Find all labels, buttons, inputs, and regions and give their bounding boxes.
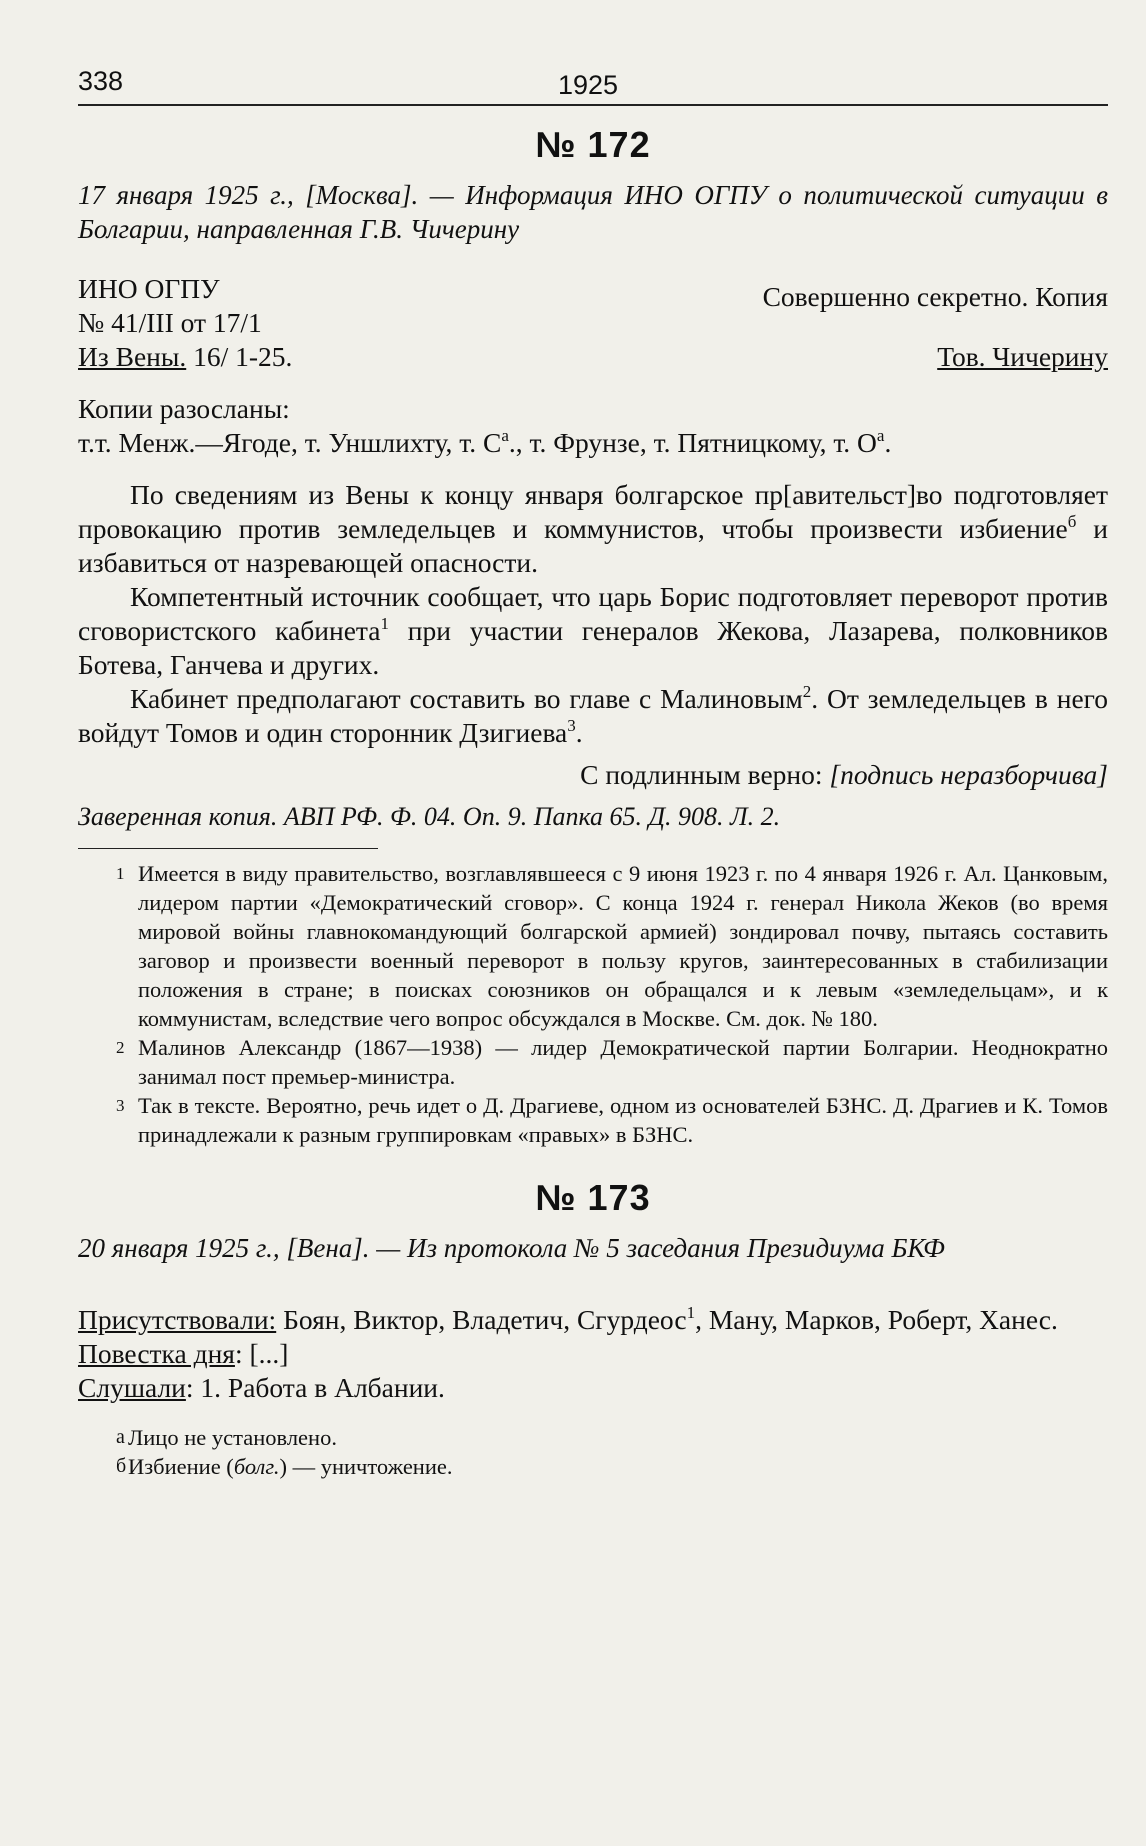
doc-172-meta: [78, 272, 1108, 392]
letter-note-a: а Лицо не установлено.: [116, 1425, 337, 1450]
classification: Совершенно секретно. Копия: [762, 281, 1108, 312]
running-year: 1925: [558, 70, 619, 100]
letter-note-b: б Избиение (болг.) — уничтожение.: [116, 1454, 453, 1479]
sender-from: Из Вены.: [78, 341, 187, 372]
copies-list: т.т. Менж.—Ягоде, т. Уншлихту, т. $С^а$., т. Фрунзе, т. Пятницкому, т. $О^а$.: [78, 426, 892, 458]
heard-line: Слушали: 1. Работа в Албании.: [78, 1372, 445, 1403]
addressee: Тов. Чичерину: [937, 341, 1108, 372]
agenda-line: Повестка дня: [...]: [78, 1338, 289, 1369]
signature-note: [подпись неразборчива]: [829, 759, 1108, 790]
sender-block: [78, 272, 292, 374]
doc-173-number: № 173: [535, 1177, 651, 1218]
recipient-block: [763, 272, 1108, 374]
sender-date: 16/ 1-25.: [186, 341, 293, 372]
sender-line-1: ИНО ОГПУ: [78, 273, 220, 304]
footnote-2: 2 Малинов Александр (1867—1938) — лидер Демократической партии Болгарии. Неоднократно занимал пост премьер-министра.: [116, 1035, 1108, 1089]
present-line: Присутствовали: Боян, Виктор, Владетич, Сгурдеос$^1$, Ману, Марков, Роберт, Ханес.: [78, 1303, 1058, 1335]
certification: С подлинным верно: [подпись неразборчива]: [580, 759, 1108, 790]
footnote-3: 3 Так в тексте. Вероятно, речь идет о Д. Драгиеве, одном из основателей БЗНС. Д. Драгиев и К. Томов принадлежали к разным группировкам «правых» в БЗНС.: [116, 1093, 1108, 1147]
archive-source: Заверенная копия. АВП РФ. Ф. 04. Оп. 9. Папка 65. Д. 908. Л. 2.: [78, 802, 781, 831]
paragraph-2: Компетентный источник сообщает, что царь Борис подготовляет переворот против сговористского кабинета$^1$ при участии генералов Жекова, Лазарева, полковников Ботева, Ганчева и других.: [78, 581, 1109, 680]
document-page: [78, 60, 1108, 1481]
running-header: [78, 60, 1108, 106]
sender-line-3: [78, 340, 292, 374]
doc-173-title: 20 января 1925 г., [Вена]. — Из протокола № 5 заседания Президиума БКФ: [78, 1233, 945, 1263]
paragraph-1: По сведениям из Вены к концу января болгарское пр[авительст]во подготовляет провокацию против земледельцев и коммунистов, чтобы произвести избиение$^б$ и избавиться от назревающей опасности.: [78, 479, 1108, 578]
footnote-rule: [78, 848, 378, 849]
copies-label: Копии разосланы:: [78, 393, 290, 424]
doc-172-number: № 172: [535, 124, 651, 165]
paragraph-3: Кабинет предполагают составить во главе с Малиновым$^2$. От земледельцев в него войдут Томов и один сторонник Дзигиева$^3$.: [78, 682, 1108, 748]
doc-172-title: 17 января 1925 г., [Москва]. — Информация ИНО ОГПУ о политической ситуации в Болгарии, направленная Г.В. Чичерину: [78, 180, 1108, 244]
footnote-1: 1 Имеется в виду правительство, возглавлявшееся с 9 июня 1923 г. по 4 января 1926 г. Ал. Цанковым, лидером партии «Демократический сговор». С конца 1924 г. генерал Никола Жеков (во время мировой войны главнокомандующий болгарской армией) зондировал почву, пытаясь составить заговор и произвести военный переворот в пользу кругов, заинтересованных в стабилизации положения в стране; в поисках союзников он обращался и к левым «земледельцам», и к коммунистам, вследствие чего вопрос обсуждался в Москве. См. док. № 180.: [116, 861, 1108, 1031]
sender-line-2: № 41/III от 17/1: [78, 307, 262, 338]
page-number: 338: [78, 66, 124, 96]
letter-notes: [78, 1423, 1108, 1481]
